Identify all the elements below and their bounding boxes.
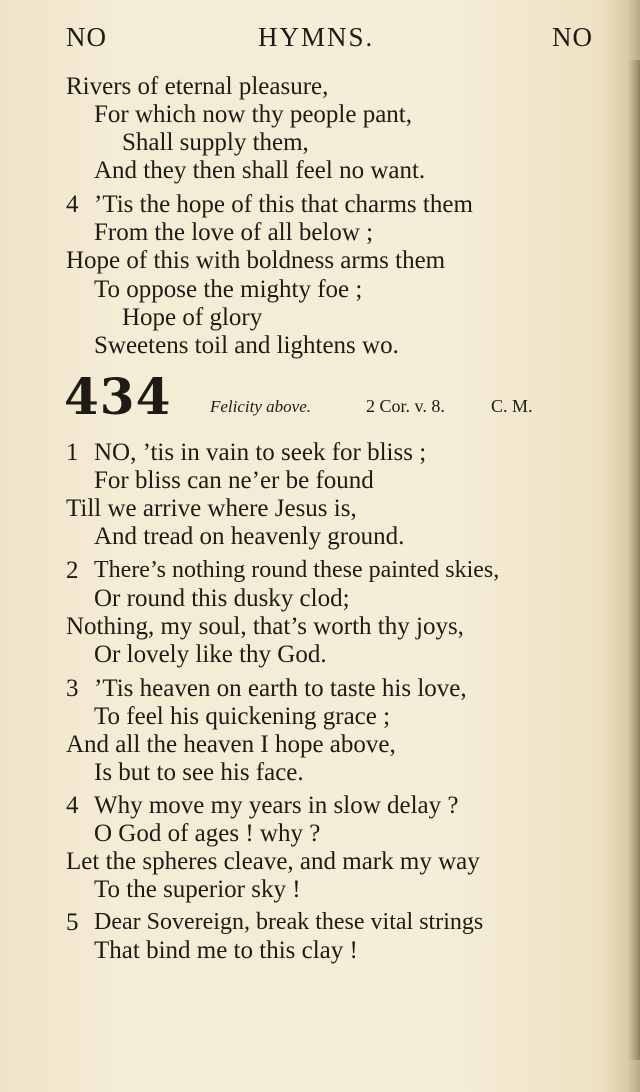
- verse-line: And all the heaven I hope above,: [66, 731, 396, 758]
- stanza-number: 1: [66, 439, 79, 466]
- verse-line: Let the spheres cleave, and mark my way: [66, 848, 480, 875]
- running-head: [0, 22, 640, 58]
- verse-line: To oppose the mighty foe ;: [94, 276, 363, 303]
- verse-line: And tread on heavenly ground.: [94, 523, 405, 550]
- verse-line: Is but to see his face.: [94, 759, 304, 786]
- stanza-number: 3: [66, 675, 79, 702]
- verse-line: Hope of glory: [122, 304, 263, 331]
- verse-line: Sweetens toil and lightens wo.: [94, 332, 399, 359]
- verse-line: That bind me to this clay !: [94, 937, 358, 964]
- verse-line: Rivers of eternal pleasure,: [66, 73, 329, 100]
- running-head-title: HYMNS.: [258, 22, 375, 52]
- hymn-meter: C. M.: [491, 396, 533, 416]
- hymn-number: 434: [64, 367, 172, 426]
- stanza-number: 4: [66, 792, 79, 819]
- verse-line: ’Tis heaven on earth to taste his love,: [94, 675, 467, 702]
- page-edge-shadow: [628, 60, 640, 1060]
- stanza-number: 2: [66, 557, 79, 584]
- verse-line: To the superior sky !: [94, 876, 301, 903]
- verse-line: For bliss can ne’er be found: [94, 467, 374, 494]
- stanza-number: 5: [66, 909, 79, 936]
- stanza-number: 4: [66, 191, 79, 218]
- verse-line: From the love of all below ;: [94, 219, 374, 246]
- verse-line: Shall supply them,: [122, 129, 309, 156]
- verse-line: And they then shall feel no want.: [94, 157, 426, 184]
- scripture-reference: 2 Cor. v. 8.: [366, 396, 445, 416]
- running-head-right: NO: [552, 22, 593, 52]
- verse-line: For which now thy people pant,: [94, 101, 413, 128]
- verse-line: Or lovely like thy God.: [94, 641, 327, 668]
- verse-line: Hope of this with boldness arms them: [66, 247, 446, 274]
- verse-line: To feel his quickening grace ;: [94, 703, 391, 730]
- verse-line: Or round this dusky clod;: [94, 585, 350, 612]
- verse-line: ’Tis the hope of this that charms them: [94, 191, 473, 218]
- verse-line: Nothing, my soul, that’s worth thy joys,: [66, 613, 464, 640]
- hymn-title: Felicity above.: [210, 397, 312, 416]
- verse-line: NO, ’tis in vain to seek for bliss ;: [94, 439, 427, 466]
- verse-line: Till we arrive where Jesus is,: [66, 495, 357, 522]
- verse-line: O God of ages ! why ?: [94, 820, 321, 847]
- verse-line: Why move my years in slow delay ?: [94, 792, 459, 819]
- verse-line: Dear Sovereign, break these vital strings: [94, 909, 484, 935]
- verse-line: There’s nothing round these painted skies,: [94, 557, 500, 583]
- running-head-left: NO: [66, 22, 107, 52]
